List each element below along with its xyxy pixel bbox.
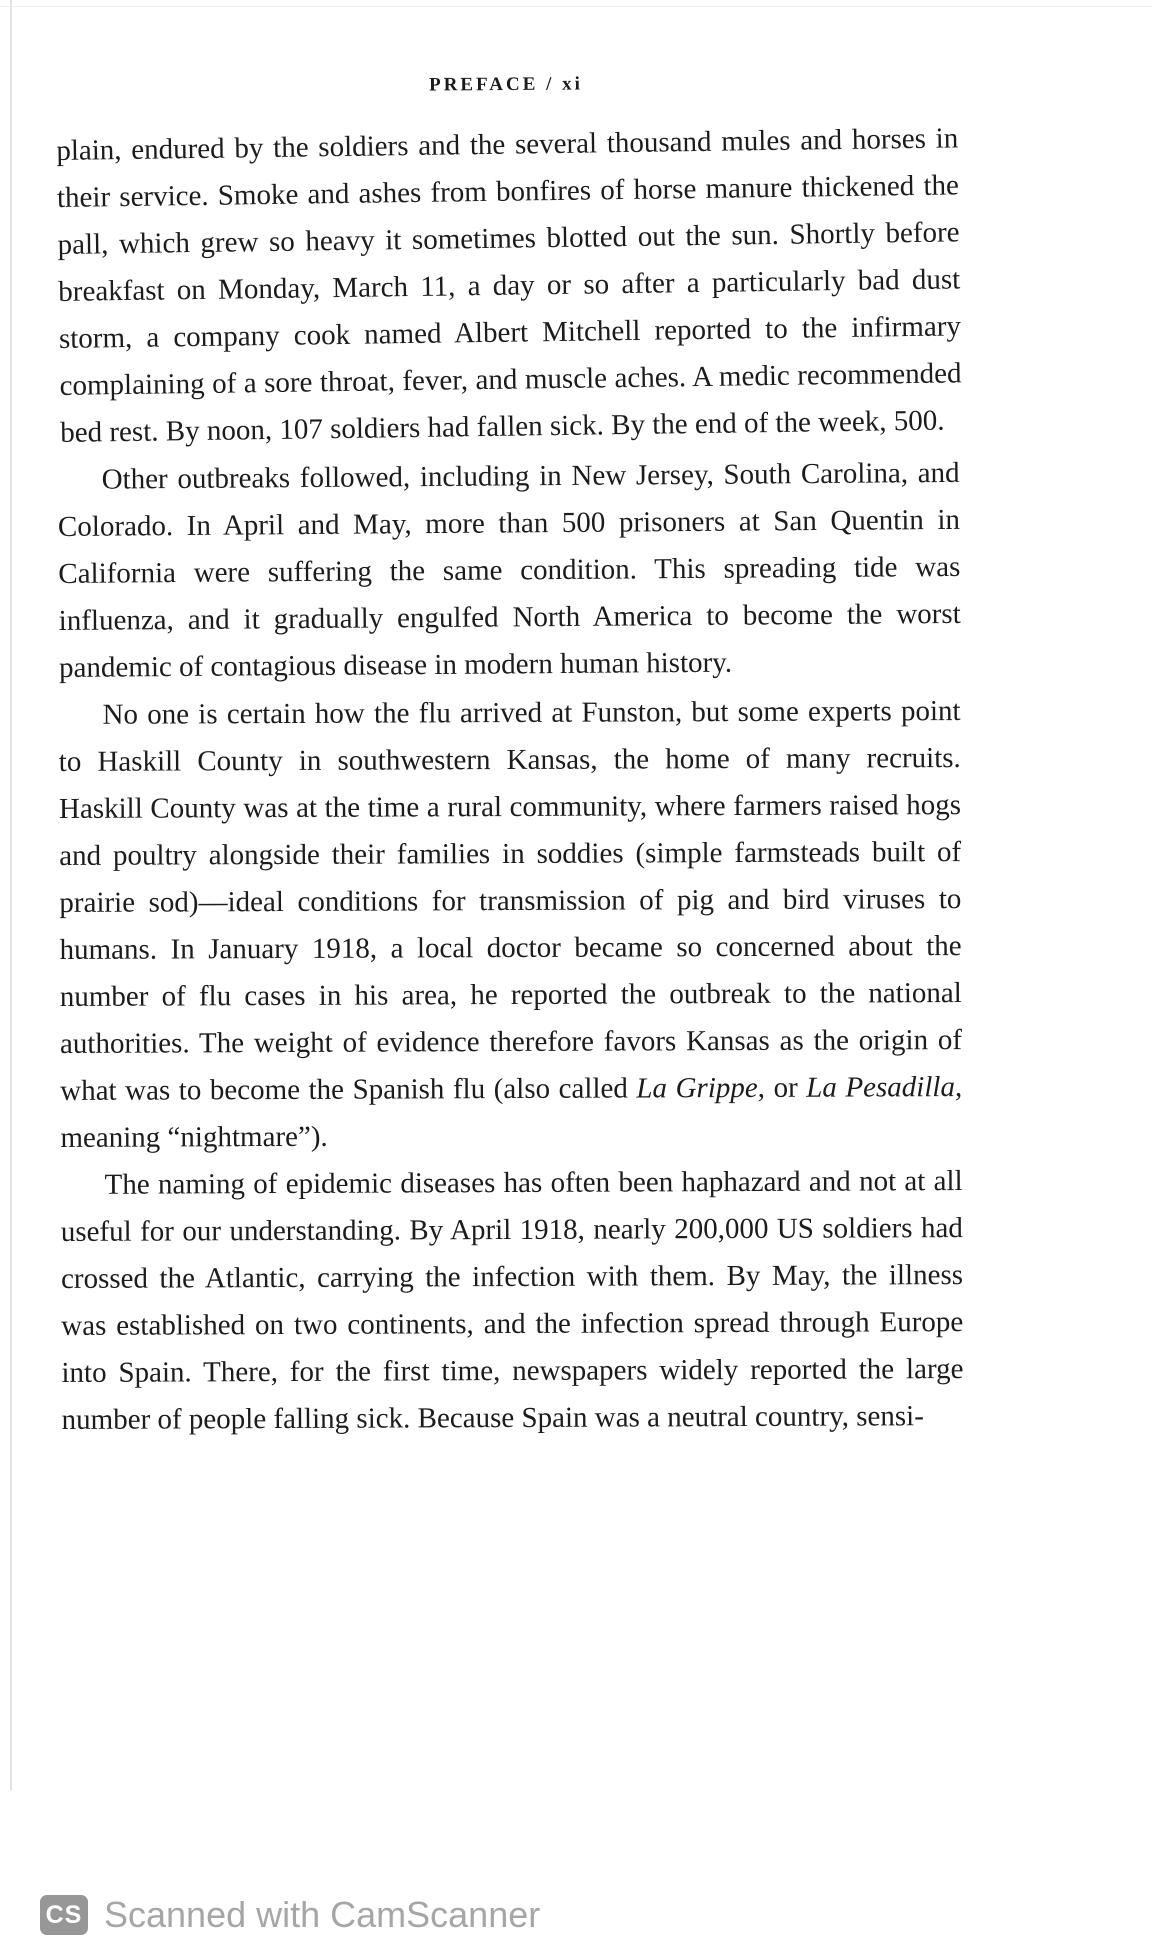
text-segment: , meaning “nightmare”).	[60, 1071, 963, 1154]
text-segment: plain, endured by the soldiers and the several thousand mules and horses in their service. Smoke and ashes from bonfires of horse manure thickened the pall, which grew so heavy it sometimes blotted out the sun. Shortly before breakfast on Monday, March 11, a day or so after a particularly bad dust storm, a company cook named Albert Mitchell reported to the infirmary complaining of a sore throat, fever, and muscle aches. A medic recommended bed rest. By noon, 107 soldiers had fallen sick. By the end of the week, 500.	[56, 122, 962, 449]
text-segment: Other outbreaks followed, including in New Jersey, South Carolina, and Colorado. In April and May, more than 500 prisoners at San Quentin in California were suffering the same condition. This spreading tide was influenza, and it gradually engulfed North America to become the worst pandemic of contagious disease in modern human history.	[57, 456, 961, 684]
paragraph	[57, 450, 961, 692]
scan-edge-line-top	[0, 6, 1152, 7]
camscanner-logo-icon: CS	[40, 1895, 88, 1935]
camscanner-watermark-text: Scanned with CamScanner	[104, 1894, 541, 1935]
italic-text-segment: La Pesadilla	[806, 1071, 956, 1104]
text-segment: The naming of epidemic diseases has often been haphazard and not at all useful for our understanding. By April 1918, nearly 200,000 US soldiers had crossed the Atlantic, carrying the infection with them. By May, the illness was established on two continents, and the infection spread through Europe into Spain. There, for the first time, newspapers widely reported the large number of people falling sick. Because Spain was a neutral country, sensi-	[60, 1165, 964, 1436]
italic-text-segment: La Grippe	[636, 1071, 758, 1105]
page-header: PREFACE / xi	[428, 73, 584, 96]
text-segment: , or	[757, 1071, 807, 1104]
scan-edge-line-left	[10, 0, 12, 1790]
text-segment: No one is certain how the flu arrived at Funston, but some experts point to Haskill County in southwestern Kansas, the home of many recruits. Haskill County was at the time a rural community, where farmers raised hogs and poultry alongside their families in soddies (simple farmsteads built of prairie sod)—ideal conditions for transmission of pig and bird viruses to humans. In January 1918, a local doctor became so concerned about the number of flu cases in his area, he reported the outbreak to the national authorities. The weight of evidence therefore favors Kansas as the origin of what was to become the Spanish flu (also called	[58, 695, 963, 1107]
page-body	[56, 124, 964, 1444]
paragraph	[61, 1158, 964, 1444]
paragraph	[56, 115, 963, 457]
camscanner-watermark	[40, 1894, 540, 1936]
paragraph	[58, 688, 962, 1162]
